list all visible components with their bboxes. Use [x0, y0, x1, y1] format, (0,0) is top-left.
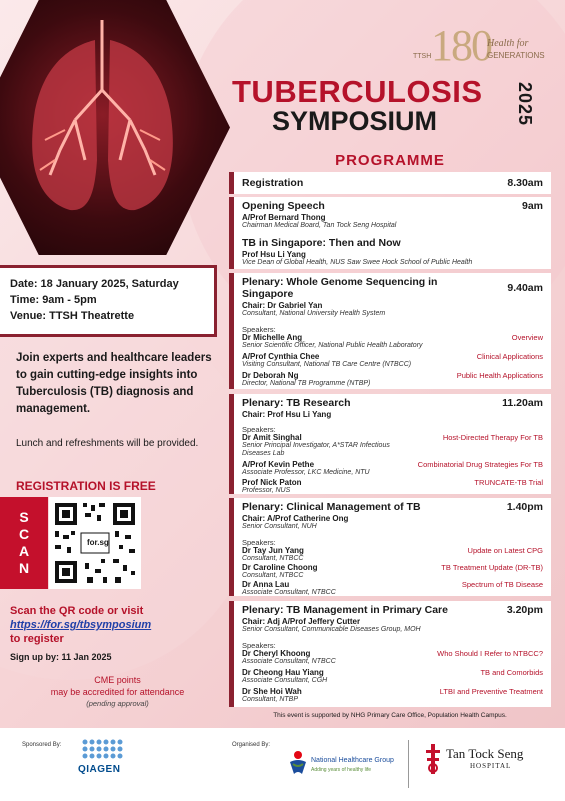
- logo-tagline-1: Health for: [487, 38, 529, 49]
- talk-topic: Overview: [511, 333, 543, 342]
- item-title: Plenary: TB Management in Primary Care: [242, 604, 448, 616]
- programme-item-plenary-primary-care: [229, 601, 551, 707]
- speaker-name: Dr Caroline Choong: [242, 563, 318, 572]
- footer: [0, 728, 565, 801]
- chair-name: Chair: Dr Gabriel Yan: [242, 301, 323, 310]
- nhg-name: National Healthcare Group: [311, 757, 394, 764]
- talk-topic: Combinatorial Drug Strategies For TB: [417, 460, 543, 469]
- cme-line1: CME points: [94, 675, 141, 685]
- speaker-role: Director, National TB Programme (NTBP): [242, 380, 371, 387]
- event-time: Time: 9am - 5pm: [10, 294, 97, 306]
- item-title: Registration: [242, 177, 304, 189]
- talk-topic: Update on Latest CPG: [467, 546, 543, 555]
- event-date: Date: 18 January 2025, Saturday: [10, 278, 179, 290]
- logo-180-number: 180: [431, 21, 491, 70]
- programme-item-registration: [229, 172, 551, 194]
- programme-item-plenary-wgs: [229, 273, 551, 389]
- speaker-name: Dr Tay Jun Yang: [242, 546, 304, 555]
- speaker-name: A/Prof Kevin Pethe: [242, 460, 315, 469]
- qr-code[interactable]: [49, 497, 141, 589]
- speaker-name: Dr Cheryl Khoong: [242, 649, 311, 658]
- speaker-role: Consultant, NTBCC: [242, 555, 304, 562]
- speaker-name: Dr Michelle Ang: [242, 333, 303, 342]
- speaker-role: Vice Dean of Global Health, NUS Saw Swee Hock School of Public Health: [242, 259, 473, 266]
- item-title: Singapore: [242, 288, 294, 300]
- speaker-name: Dr Cheong Hau Yiang: [242, 668, 324, 677]
- scan-letter: C: [18, 526, 30, 542]
- talk-topic: TB and Comorbids: [480, 668, 543, 677]
- ttsh-logo-icon: [424, 742, 442, 776]
- nhg-logo-icon: [287, 750, 309, 776]
- ttsh-name: Tan Tock Seng: [446, 746, 524, 761]
- item-title: Plenary: TB Research: [242, 397, 351, 409]
- speaker-name: Prof Nick Paton: [242, 478, 302, 487]
- talk-topic: TB Treatment Update (DR-TB): [441, 563, 543, 572]
- support-note: This event is supported by NHG Primary Care Office, Population Health Campus.: [273, 712, 507, 719]
- speaker-role: Chairman Medical Board, Tan Tock Seng Hospital: [242, 222, 397, 229]
- speaker-role: Consultant, NTBP: [242, 696, 299, 703]
- speaker-role: Associate Professor, LKC Medicine, NTU: [242, 469, 370, 476]
- intro-text: Join experts and healthcare leaders to gain cutting-edge insights into Tuberculosis (TB) diagnosis and management.: [16, 352, 212, 415]
- registration-link[interactable]: https://for.sg/tbsymposium: [10, 619, 152, 631]
- qr-instruction-line3: to register: [10, 633, 64, 645]
- ttsh-180-logo: [413, 21, 545, 70]
- scan-letter: N: [18, 560, 30, 576]
- qr-instruction-line1: Scan the QR code or visit: [10, 605, 144, 617]
- talk-topic: LTBI and Preventive Treatment: [439, 687, 543, 696]
- speaker-name: Dr She Hoi Wah: [242, 687, 302, 696]
- talk-topic: Who Should I Refer to NTBCC?: [437, 649, 543, 658]
- item-time: 9.40am: [507, 282, 543, 294]
- scan-letter: S: [19, 509, 29, 525]
- speaker-role: Senior Principal Investigator, A*STAR Infectious: [242, 442, 390, 449]
- cme-line2: may be accredited for attendance: [50, 687, 185, 697]
- qr-for-sg-label: for.sg: [87, 538, 109, 547]
- speaker-name: A/Prof Bernard Thong: [242, 213, 326, 222]
- speakers-label: Speakers:: [242, 641, 276, 650]
- programme-item-plenary-clinical: [229, 498, 551, 596]
- programme-item-plenary-research: [229, 394, 551, 494]
- chair-role: Senior Consultant, NUH: [242, 523, 317, 530]
- item-time: 3.20pm: [506, 604, 543, 616]
- speaker-role: Consultant, NTBCC: [242, 572, 304, 579]
- talk-topic: Clinical Applications: [476, 352, 543, 361]
- title-year: 2025: [515, 82, 535, 127]
- speaker-role: Associate Consultant, NTBCC: [242, 589, 336, 596]
- speaker-name: Dr Deborah Ng: [242, 371, 299, 380]
- event-details-box: [0, 265, 217, 337]
- speaker-name: A/Prof Cynthia Chee: [242, 352, 320, 361]
- footer-divider: [408, 740, 409, 788]
- item-time: 11.20am: [502, 397, 543, 409]
- programme-item-opening: [229, 197, 551, 269]
- speaker-role: Diseases Lab: [242, 450, 285, 457]
- organised-by-label: Organised By:: [232, 742, 271, 748]
- speaker-role: Associate Consultant, CGH: [242, 677, 328, 684]
- speaker-role: Associate Consultant, NTBCC: [242, 658, 336, 665]
- ttsh-hospital: HOSPITAL: [470, 762, 512, 770]
- sponsored-by-label: Sponsored By:: [22, 742, 62, 748]
- title-tuberculosis: TUBERCULOSIS: [232, 74, 483, 109]
- speaker-name: Dr Anna Lau: [242, 580, 290, 589]
- registration-free: REGISTRATION IS FREE: [16, 479, 156, 493]
- speaker-role: Senior Scientific Officer, National Public Health Laboratory: [242, 342, 423, 349]
- chair-role: Senior Consultant, Communicable Diseases Group, MOH: [242, 626, 421, 633]
- chair-name: Chair: Adj A/Prof Jeffery Cutter: [242, 617, 361, 626]
- item-time: 8.30am: [507, 177, 543, 189]
- chair-role: Consultant, National University Health System: [242, 310, 386, 317]
- item-title: TB in Singapore: Then and Now: [242, 237, 401, 249]
- scan-label: [0, 497, 48, 589]
- item-title: Plenary: Clinical Management of TB: [242, 501, 421, 513]
- title-symposium: SYMPOSIUM: [272, 106, 438, 136]
- talk-topic: Public Health Applications: [456, 371, 543, 380]
- speakers-label: Speakers:: [242, 538, 276, 547]
- logo-tagline-2: GENERATIONS: [487, 51, 545, 60]
- cme-pending: (pending approval): [86, 699, 149, 708]
- scan-letter: A: [18, 543, 30, 559]
- qiagen-logo-text: QIAGEN: [78, 764, 121, 775]
- nhg-tagline: Adding years of healthy life: [311, 767, 372, 773]
- speakers-label: Speakers:: [242, 325, 276, 334]
- speaker-role: Visiting Consultant, National TB Care Centre (NTBCC): [242, 361, 412, 368]
- talk-topic: TRUNCATE-TB Trial: [474, 478, 543, 487]
- chair-name: Chair: A/Prof Catherine Ong: [242, 514, 349, 523]
- qr-instructions: [10, 604, 225, 646]
- cme-note: [10, 674, 225, 710]
- qiagen-dots-icon: [80, 738, 130, 764]
- item-time: 9am: [521, 200, 543, 212]
- item-title: Opening Speech: [242, 200, 325, 212]
- speaker-role: Professor, NUS: [242, 487, 291, 494]
- talk-topic: Host-Directed Therapy For TB: [442, 433, 543, 442]
- chair-name: Chair: Prof Hsu Li Yang: [242, 410, 332, 419]
- talk-topic: Spectrum of TB Disease: [461, 580, 543, 589]
- signup-deadline: Sign up by: 11 Jan 2025: [10, 652, 112, 662]
- item-title: Plenary: Whole Genome Sequencing in: [242, 276, 438, 288]
- speaker-name: Prof Hsu Li Yang: [242, 250, 306, 259]
- logo-ttsh-text: TTSH: [413, 53, 432, 60]
- event-venue: Venue: TTSH Theatrette: [10, 310, 135, 322]
- speaker-name: Dr Amit Singhal: [242, 433, 302, 442]
- programme-title: PROGRAMME: [335, 152, 445, 169]
- item-time: 1.40pm: [506, 501, 543, 513]
- speakers-label: Speakers:: [242, 425, 276, 434]
- lunch-text: Lunch and refreshments will be provided.: [16, 438, 199, 449]
